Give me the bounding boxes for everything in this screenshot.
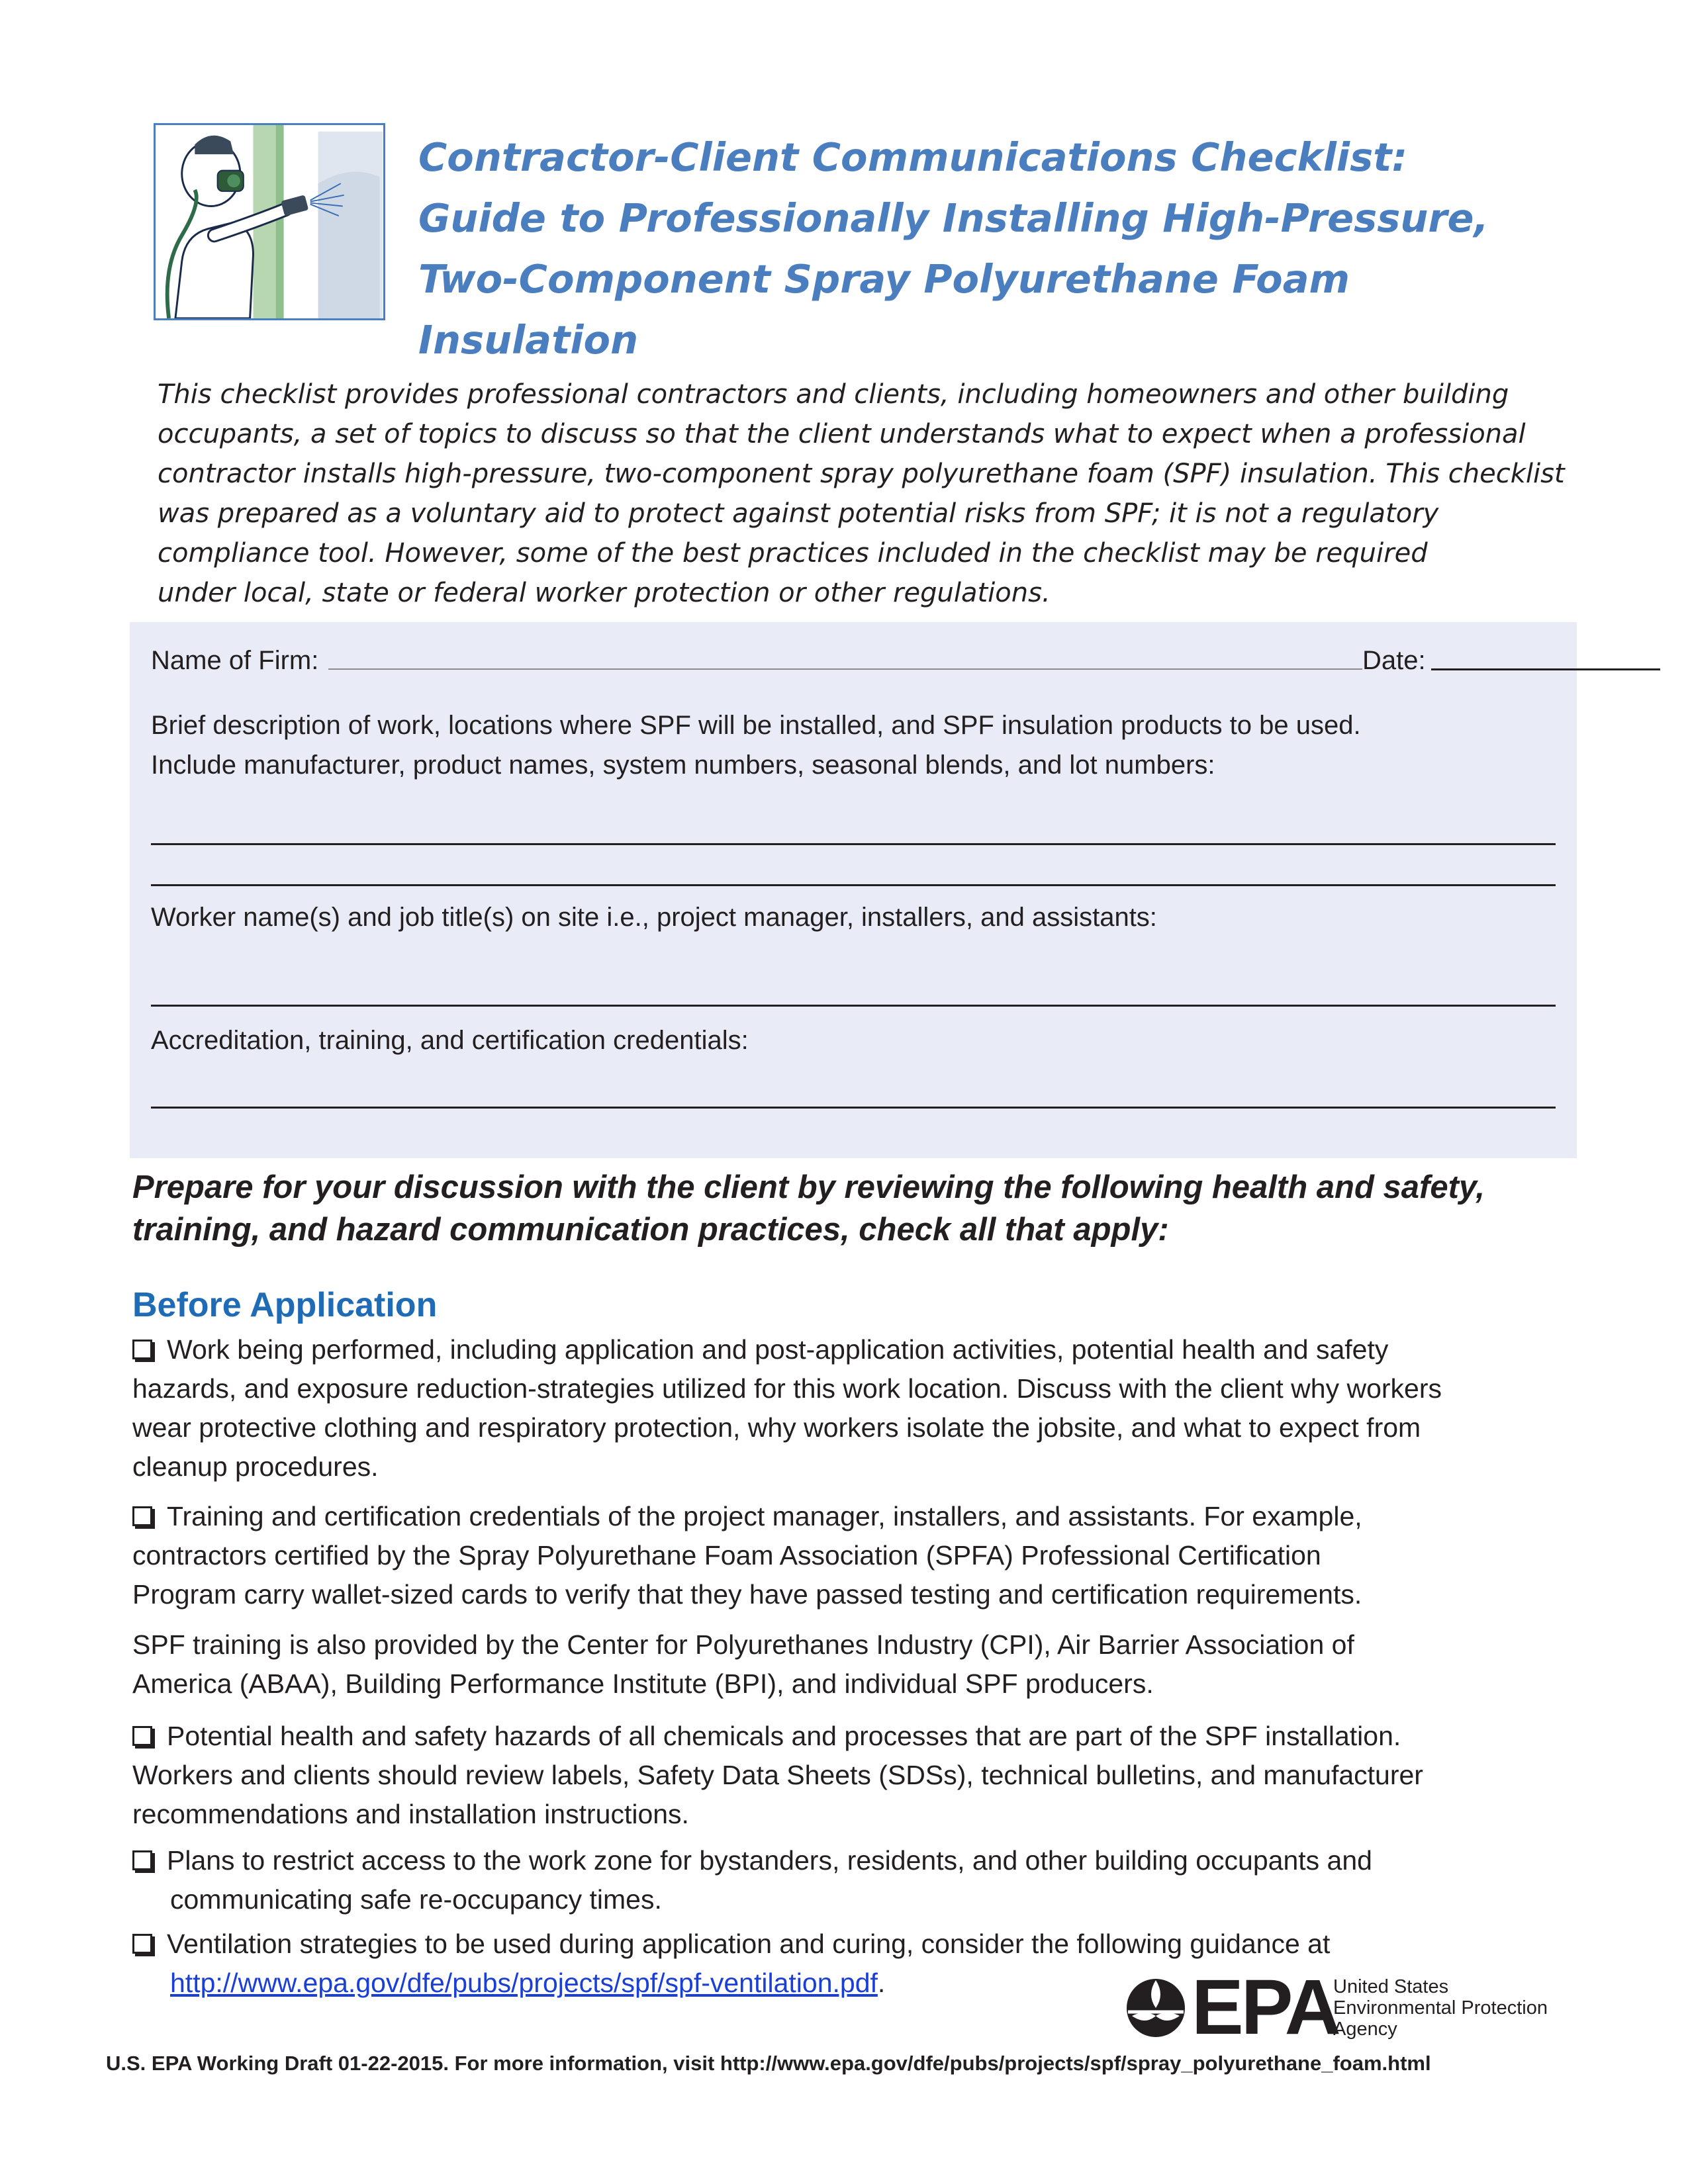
item-text: Program carry wallet-sized cards to verify that they have passed testing and certification requirements. <box>132 1579 1362 1610</box>
epa-logo <box>1125 1964 1549 2052</box>
intro-paragraph <box>158 375 1565 613</box>
firm-label: Name of Firm: <box>151 646 319 675</box>
credentials-label: Accreditation, training, and certification credentials: <box>151 1026 749 1055</box>
credentials-field[interactable] <box>151 1107 1556 1109</box>
date-field[interactable] <box>1431 668 1660 670</box>
title-line-4: Insulation <box>418 317 639 363</box>
spf-training-note <box>132 1625 1354 1704</box>
link-suffix: . <box>877 1968 886 1998</box>
description-label-line-2: Include manufacturer, product names, system numbers, seasonal blends, and lot numbers: <box>151 751 1215 780</box>
epa-flower-icon <box>1125 1975 1186 2044</box>
item-text: Potential health and safety hazards of all chemicals and processes that are part of the SPF installation. <box>167 1721 1401 1751</box>
workers-label: Worker name(s) and job title(s) on site i.e., project manager, installers, and assistants: <box>151 903 1157 932</box>
prepare-instructions <box>132 1166 1556 1251</box>
item-text: Workers and clients should review labels, Safety Data Sheets (SDSs), technical bulletins, and manufacturer <box>132 1760 1423 1790</box>
intro-line: occupants, a set of topics to discuss so that the client understands what to expect when a professional <box>158 419 1526 449</box>
checkbox-icon[interactable] <box>132 1934 152 1954</box>
agency-line: United States <box>1333 1976 1449 1997</box>
item-text: Ventilation strategies to be used during application and curing, consider the following guidance at <box>167 1929 1331 1959</box>
intro-line: contractor installs high-pressure, two-component spray polyurethane foam (SPF) insulation. This checklist <box>158 459 1565 489</box>
description-field-line-2[interactable] <box>151 884 1556 886</box>
checklist-item-health-hazards <box>132 1717 1423 1834</box>
checklist-item-training-credentials <box>132 1497 1362 1614</box>
checkbox-icon[interactable] <box>132 1340 152 1359</box>
item-text: America (ABAA), Building Performance Institute (BPI), and individual SPF producers. <box>132 1668 1154 1699</box>
description-label-line-1: Brief description of work, locations where SPF will be installed, and SPF insulation products to be used. <box>151 711 1361 740</box>
item-text: SPF training is also provided by the Center for Polyurethanes Industry (CPI), Air Barrier Association of <box>132 1629 1354 1660</box>
item-text: cleanup procedures. <box>132 1451 379 1482</box>
item-text: Work being performed, including application and post-application activities, potential health and safety <box>167 1334 1389 1365</box>
agency-line: Agency <box>1333 2019 1397 2040</box>
date-label: Date: <box>1362 646 1426 675</box>
checkbox-icon[interactable] <box>132 1506 152 1526</box>
page-footer: U.S. EPA Working Draft 01-22-2015. For more information, visit http://www.epa.gov/dfe/pubs/projects/spf/spray_polyurethane_foam.html <box>106 2052 1431 2075</box>
description-field-line-1[interactable] <box>151 843 1556 845</box>
item-text: hazards, and exposure reduction-strategies utilized for this work location. Discuss with the client why workers <box>132 1373 1442 1404</box>
checkbox-icon[interactable] <box>132 1726 152 1746</box>
spray-foam-worker-illustration <box>156 125 383 318</box>
checklist-item-work-performed <box>132 1330 1442 1486</box>
prepare-line-1: Prepare for your discussion with the client by reviewing the following health and safety, <box>132 1169 1485 1205</box>
intro-line: This checklist provides professional contractors and clients, including homeowners and other building <box>158 379 1509 410</box>
ventilation-guidance-link[interactable]: http://www.epa.gov/dfe/pubs/projects/spf/spf-ventilation.pdf <box>170 1968 878 1998</box>
intro-line: under local, state or federal worker protection or other regulations. <box>158 578 1051 608</box>
item-text: Training and certification credentials of the project manager, installers, and assistants. For example, <box>167 1501 1362 1531</box>
agency-line: Environmental Protection <box>1333 1997 1548 2019</box>
spray-foam-worker-icon <box>154 123 385 320</box>
epa-agency-name <box>1333 1976 1548 2040</box>
title-line-1: Contractor-Client Communications Checklist: <box>418 134 1408 180</box>
epa-wordmark: EPA <box>1192 1964 1338 2051</box>
item-text: contractors certified by the Spray Polyurethane Foam Association (SPFA) Professional Certification <box>132 1540 1321 1570</box>
checklist-item-restrict-access <box>132 1841 1372 1919</box>
checkbox-icon[interactable] <box>132 1850 152 1870</box>
workers-field[interactable] <box>151 1005 1556 1007</box>
firm-name-field[interactable] <box>328 668 1362 670</box>
item-text: communicating safe re-occupancy times. <box>170 1884 662 1915</box>
before-application-heading: Before Application <box>132 1286 438 1324</box>
intro-line: compliance tool. However, some of the best practices included in the checklist may be required <box>158 538 1428 569</box>
prepare-line-2: training, and hazard communication practices, check all that apply: <box>132 1212 1169 1248</box>
page-title <box>418 127 1544 371</box>
intro-line: was prepared as a voluntary aid to protect against potential risks from SPF; it is not a regulatory <box>158 498 1439 529</box>
form-panel <box>130 622 1577 1158</box>
item-text: wear protective clothing and respiratory protection, why workers isolate the jobsite, and what to expect from <box>132 1412 1421 1443</box>
item-text: Plans to restrict access to the work zone for bystanders, residents, and other building occupants and <box>167 1845 1372 1876</box>
title-line-2: Guide to Professionally Installing High-Pressure, <box>418 195 1489 241</box>
item-text: recommendations and installation instructions. <box>132 1799 689 1829</box>
title-line-3: Two-Component Spray Polyurethane Foam <box>418 256 1350 302</box>
